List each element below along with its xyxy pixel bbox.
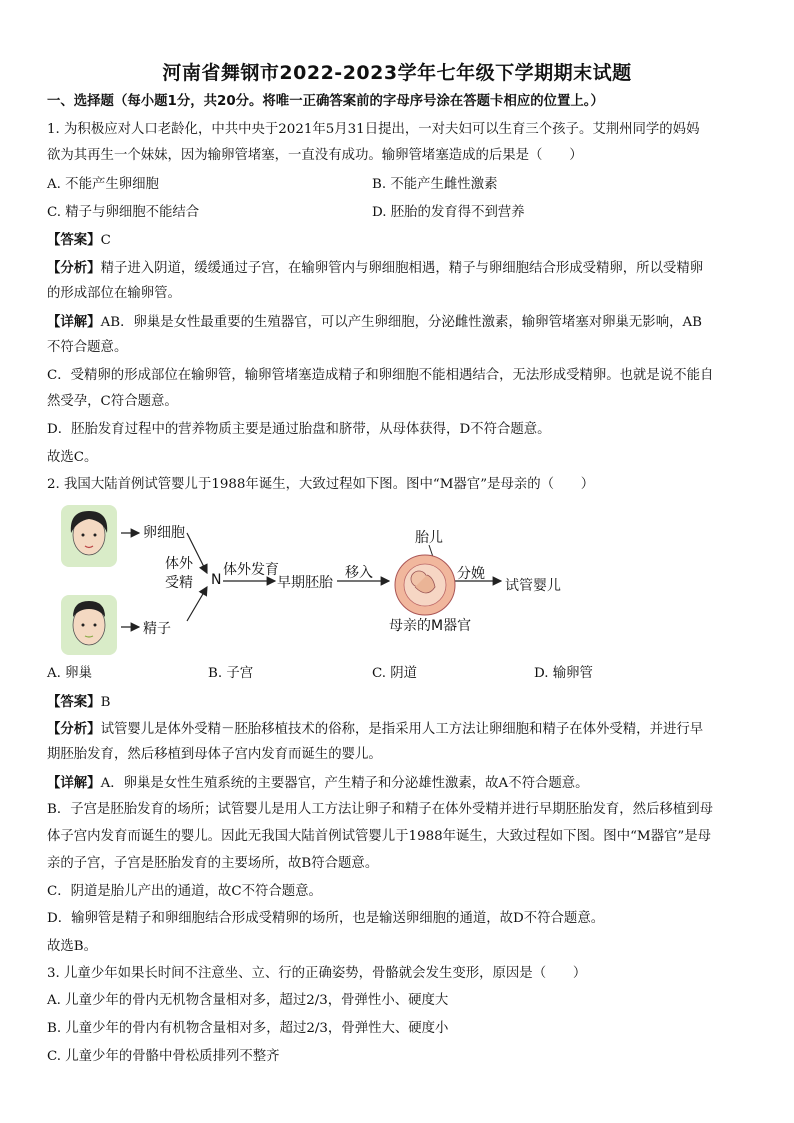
q2-analysis-text1: 试管婴儿是体外受精－胚胎移植技术的俗称，是指采用人工方法让卵细胞和精子在体外受精，并进行早 [100,722,704,737]
q2-detail-line5: C．阴道是胎儿产出的通道，故C不符合题意。 [47,884,322,899]
label-n: N [211,572,222,588]
label-ivf-line1: 体外 [165,556,193,572]
label-mother-organ-m: 母亲的M器官 [389,618,472,634]
q1-option-d: D. 胚胎的发育得不到营养 [372,205,525,220]
q3-option-b: B. 儿童少年的骨内有机物含量相对多，超过2/3，骨弹性大、硬度小 [47,1021,449,1036]
q1-option-c: C. 精子与卵细胞不能结合 [47,205,200,220]
label-delivery: 分娩 [457,566,485,582]
label-in-vitro-development: 体外发育 [223,562,279,578]
q2-analysis-line1 [47,719,747,740]
q3-option-c: C. 儿童少年的骨骼中骨松质排列不整齐 [47,1049,280,1064]
q1-analysis-line2: 的形成部位在输卵管。 [47,286,181,301]
q3-stem: 3. 儿童少年如果长时间不注意坐、立、行的正确姿势，骨骼就会发生变形，原因是（ ） [47,966,587,981]
q2-option-d: D. 输卵管 [534,666,593,681]
q2-detail-line6: D．输卵管是精子和卵细胞结合形成受精卵的场所，也是输送卵细胞的通道，故D不符合题意。 [47,911,605,926]
q1-detail-line1 [47,312,747,333]
q1-detail-line3: C．受精卵的形成部位在输卵管，输卵管堵塞造成精子和卵细胞不能相遇结合，无法形成受精卵。也就是说不能自 [47,368,714,383]
q2-answer-value: B [100,695,111,710]
uterus-fetus-icon [395,555,455,615]
q2-detail-line4: 亲的子宫，子宫是胚胎发育的主要场所，故B符合题意。 [47,856,379,871]
q3-option-a: A. 儿童少年的骨内无机物含量相对多，超过2/3，骨弹性小、硬度大 [47,993,449,1008]
q1-detail-line4: 然受孕，C符合题意。 [47,394,178,409]
q1-analysis-line1 [47,258,747,279]
q1-analysis-text1: 精子进入阴道，缓缓通过子宫，在输卵管内与卵细胞相遇，精子与卵细胞结合形成受精卵，所以受精卵 [100,261,704,276]
label-ivf-line2: 受精 [165,575,193,591]
father-portrait-icon [61,595,117,655]
q2-conclusion: 故选B。 [47,939,98,954]
q2-option-a: A. 卵巢 [47,666,92,681]
analysis-tag: 【分析】 [47,721,101,737]
label-egg-cell: 卵细胞 [143,525,185,541]
q2-detail-text1: A．卵巢是女性生殖系统的主要器官，产生精子和分泌雄性激素，故A不符合题意。 [100,776,589,791]
q1-stem-line2: 欲为其再生一个妹妹，因为输卵管堵塞，一直没有成功。输卵管堵塞造成的后果是（ ） [47,148,583,163]
q2-detail-line3: 体子宫内发育而诞生的婴儿。因此无我国大陆首例试管婴儿于1988年诞生，大致过程如下图。图中“M器官”是母 [47,829,712,844]
label-test-tube-baby: 试管婴儿 [505,578,561,594]
answer-tag: 【答案】 [47,694,101,710]
q1-stem-line1: 1. 为积极应对人口老龄化，中共中央于2021年5月31日提出，一对夫妇可以生育三个孩子。艾荆州同学的妈妈 [47,122,700,137]
q1-option-b: B. 不能产生雌性激素 [372,177,498,192]
q2-detail-line1 [47,773,747,794]
q2-option-b: B. 子宫 [208,666,254,681]
q1-conclusion: 故选C。 [47,450,98,465]
ivf-process-diagram [55,503,575,655]
q1-answer [47,230,747,251]
label-early-embryo: 早期胚胎 [277,575,333,591]
detail-tag: 【详解】 [47,314,101,330]
q2-analysis-line2: 期胚胎发育，然后移植到母体子宫内发育而诞生的婴儿。 [47,747,382,762]
label-sperm: 精子 [143,621,171,637]
analysis-tag: 【分析】 [47,260,101,276]
q1-option-a: A. 不能产生卵细胞 [47,177,159,192]
q1-answer-value: C [100,233,111,248]
answer-tag: 【答案】 [47,232,101,248]
q2-answer [47,692,747,713]
q2-stem: 2. 我国大陆首例试管婴儿于1988年诞生，大致过程如下图。图中“M器官”是母亲的（ ） [47,477,595,492]
q2-detail-line2: B．子宫是胚胎发育的场所；试管婴儿是用人工方法让卵子和精子在体外受精并进行早期胚胎发育，然后移植到母 [47,802,713,817]
section-heading: 一、选择题（每小题1分，共20分。将唯一正确答案前的字母序号涂在答题卡相应的位置上。） [47,94,604,109]
q2-option-c: C. 阴道 [372,666,418,681]
page-title: 河南省舞钢市2022-2023学年七年级下学期期末试题 [162,62,632,84]
q1-detail-text1: AB．卵巢是女性最重要的生殖器官，可以产生卵细胞，分泌雌性激素，输卵管堵塞对卵巢无影响，AB [100,315,702,330]
mother-portrait-icon [61,505,117,567]
detail-tag: 【详解】 [47,775,101,791]
label-fetus: 胎儿 [415,530,443,546]
label-transfer: 移入 [345,565,373,581]
q1-detail-line2: 不符合题意。 [47,340,128,355]
q1-detail-line5: D．胚胎发育过程中的营养物质主要是通过胎盘和脐带，从母体获得，D不符合题意。 [47,422,551,437]
